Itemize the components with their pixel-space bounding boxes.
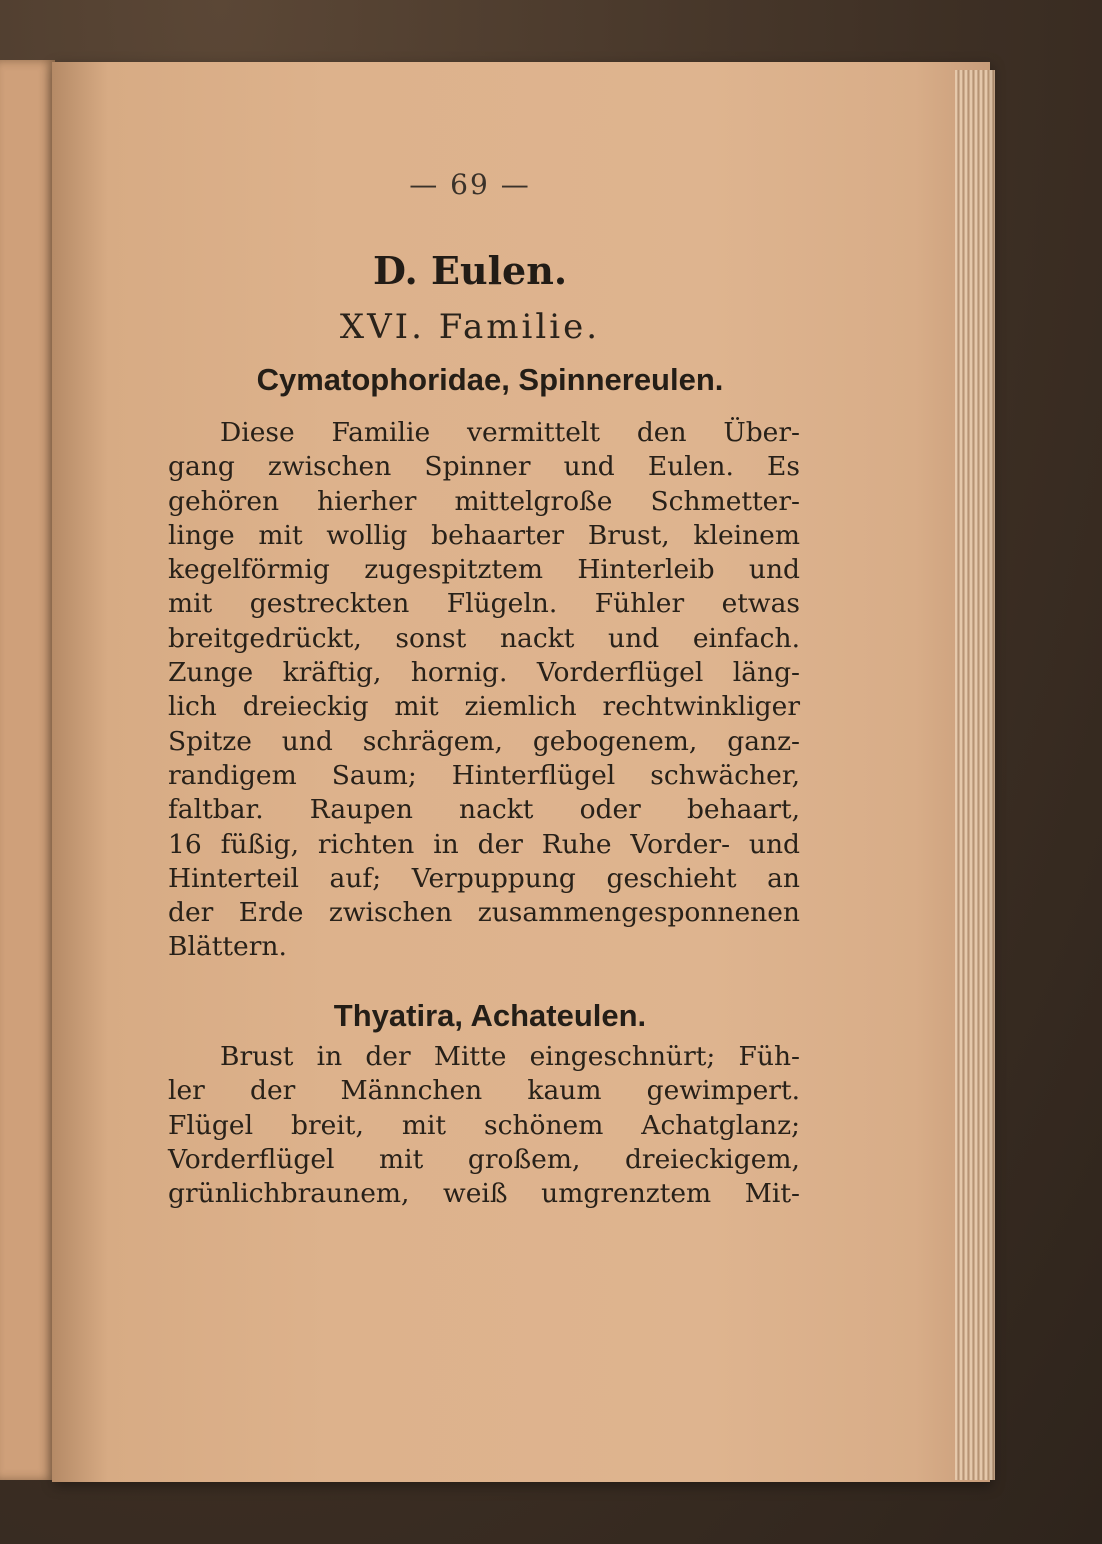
text-line: gehören hierher mittelgroße Schmetter- [168, 485, 800, 517]
text-line: randigem Saum; Hinterflügel schwächer, [168, 759, 800, 791]
text-line: mit gestreckten Flügeln. Fühler etwas [168, 588, 800, 620]
text-line: Hinterteil auf; Verpuppung geschieht an [168, 862, 800, 894]
text-line: lich dreieckig mit ziemlich rechtwinkliger [168, 691, 800, 723]
left-page-edge [0, 60, 55, 1480]
text-line: Vorderflügel mit großem, dreieckigem, [168, 1143, 800, 1175]
text-line: linge mit wollig behaarter Brust, kleinem [168, 519, 800, 551]
text-line: Brust in der Mitte eingeschnürt; Füh- [220, 1041, 800, 1072]
page-stack-edges [955, 70, 995, 1480]
text-line: Zunge kräftig, hornig. Vorderflügel läng- [168, 657, 800, 689]
text-line: breitgedrückt, sonst nackt und einfach. [168, 622, 800, 654]
text-line: der Erde zwischen zusammengesponnenen [168, 897, 800, 929]
text-line: gang zwischen Spinner und Eulen. Es [168, 451, 800, 483]
text-line: faltbar. Raupen nackt oder behaart, [168, 794, 800, 826]
text-line: Diese Familie vermittelt den Über- [220, 417, 800, 448]
family-subtitle: Cymatophoridae, Spinnereulen. [256, 362, 724, 397]
text-line: 16 füßig, richten in der Ruhe Vorder- und [168, 828, 800, 860]
paragraph-cymatophoridae [168, 416, 800, 965]
paragraph-thyatira [168, 1040, 800, 1211]
text-line: Spitze und schrägem, gebogenem, ganz- [168, 725, 800, 757]
page-number: — 69 — [409, 168, 531, 201]
text-line: Flügel breit, mit schönem Achatglanz; [168, 1109, 800, 1141]
section-title: D. Eulen. [372, 248, 568, 293]
text-line: Blättern. [168, 931, 287, 963]
text-line: kegelförmig zugespitztem Hinterleib und [168, 554, 800, 586]
text-line: grünlichbraunem, weiß umgrenztem Mit- [168, 1178, 800, 1210]
text-line: ler der Männchen kaum gewimpert. [168, 1075, 800, 1107]
genus-subtitle: Thyatira, Achateulen. [333, 998, 647, 1033]
family-title: XVI. Familie. [339, 307, 601, 347]
